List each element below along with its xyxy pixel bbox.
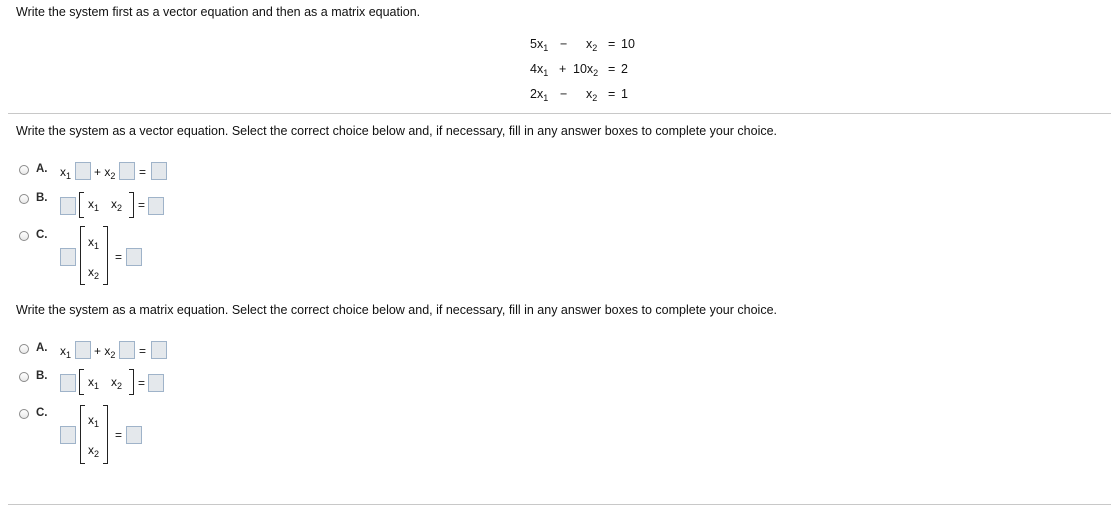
- answer-box[interactable]: [126, 248, 142, 266]
- matrix-prompt: Write the system as a matrix equation. Select the correct choice below and, if necessary, fill in any answer boxes to complete your choice.: [16, 303, 778, 317]
- matrix-choice-b-radio[interactable]: [19, 372, 29, 382]
- answer-box[interactable]: [148, 374, 164, 392]
- answer-box[interactable]: [151, 341, 167, 359]
- answer-box[interactable]: [75, 341, 91, 359]
- left-bracket: [79, 192, 84, 218]
- answer-box[interactable]: [148, 197, 164, 215]
- divider: [8, 113, 1111, 114]
- matrix-choice-a-radio[interactable]: [19, 344, 29, 354]
- answer-box[interactable]: [119, 341, 135, 359]
- left-bracket: [80, 405, 85, 464]
- answer-box[interactable]: [60, 426, 76, 444]
- answer-box[interactable]: [151, 162, 167, 180]
- answer-box[interactable]: [60, 374, 76, 392]
- vector-choice-c-radio[interactable]: [19, 231, 29, 241]
- vector-choice-b-radio[interactable]: [19, 194, 29, 204]
- left-bracket: [80, 226, 85, 285]
- answer-box[interactable]: [60, 197, 76, 215]
- right-bracket: [103, 405, 108, 464]
- vector-prompt: Write the system as a vector equation. Select the correct choice below and, if necessary, fill in any answer boxes to complete your choice.: [16, 124, 778, 138]
- matrix-choice-c-radio[interactable]: [19, 409, 29, 419]
- bottom-divider: [8, 504, 1111, 505]
- vector-choice-a-radio[interactable]: [19, 165, 29, 175]
- right-bracket: [129, 192, 134, 218]
- answer-box[interactable]: [119, 162, 135, 180]
- answer-box[interactable]: [126, 426, 142, 444]
- right-bracket: [103, 226, 108, 285]
- instruction-text: Write the system first as a vector equation and then as a matrix equation.: [16, 5, 421, 19]
- right-bracket: [129, 369, 134, 395]
- answer-box[interactable]: [75, 162, 91, 180]
- left-bracket: [79, 369, 84, 395]
- answer-box[interactable]: [60, 248, 76, 266]
